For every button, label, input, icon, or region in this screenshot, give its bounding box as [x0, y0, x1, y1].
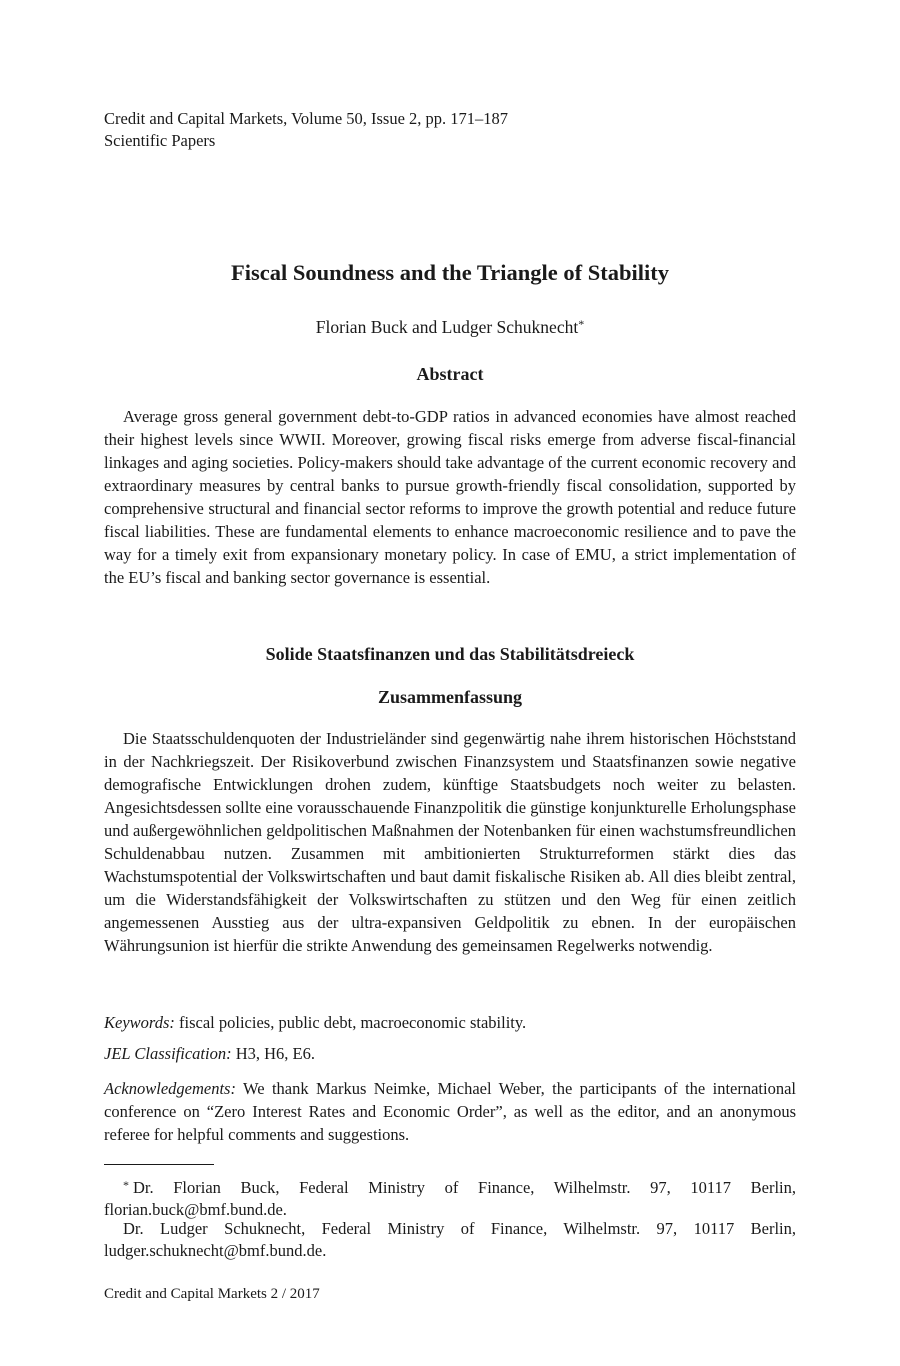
acknowledgements-line — [104, 1077, 796, 1146]
footnote-marker: * — [123, 1178, 129, 1192]
paper-page — [104, 0, 796, 1366]
keywords-text: fiscal policies, public debt, macroeconomic stability. — [179, 1013, 527, 1032]
running-header — [104, 108, 508, 152]
footnote-buck-text: Dr. Florian Buck, Federal Ministry of Finance, Wilhelmstr. 97, 10117 Berlin, florian.buck@bmf.bund.de. — [104, 1178, 796, 1219]
jel-label: JEL Classification: — [104, 1044, 232, 1063]
footnote-schuknecht: Dr. Ludger Schuknecht, Federal Ministry of Finance, Wilhelmstr. 97, 10117 Berlin, ludger.schuknecht@bmf.bund.de. — [104, 1219, 796, 1260]
german-title: Solide Staatsfinanzen und das Stabilitätsdreieck — [265, 644, 635, 664]
keywords-line — [104, 1011, 796, 1034]
german-abstract-heading: Zusammenfassung — [377, 687, 523, 707]
author-names: Florian Buck and Ludger Schuknecht — [315, 317, 579, 337]
paper-title: Fiscal Soundness and the Triangle of Stability — [230, 260, 669, 285]
section-label: Scientific Papers — [104, 131, 216, 150]
running-footer: Credit and Capital Markets 2 / 2017 — [104, 1286, 320, 1302]
acknowledgements-text: We thank Markus Neimke, Michael Weber, the participants of the international conference on “Zero Interest Rates and Economic Order”, as well as the editor, and an anonymous referee for helpful comments and suggestions. — [104, 1079, 796, 1144]
jel-line — [104, 1042, 796, 1065]
abstract-text: Average gross general government debt-to-GDP ratios in advanced economies have almost reached their highest levels since WWII. Moreover, growing fiscal risks emerge from adverse fiscal-financial linkages and aging societies. Policy-makers should take advantage of the current economic recovery and extraordinary measures by central banks to pursue growth-friendly fiscal consolidation, supported by comprehensive structural and financial sector reforms to improve the growth potential and reduce future fiscal liabilities. These are fundamental elements to enhance macroeconomic resilience and to pave the way for a timely exit from expansionary monetary policy. In case of EMU, a strict implementation of the EU’s fiscal and banking sector governance is essential. — [104, 407, 796, 587]
author-footnote-marker: * — [578, 317, 585, 331]
footnote-buck — [104, 1174, 796, 1221]
german-abstract-text: Die Staatsschuldenquoten der Industrieländer sind gegenwärtig nahe ihrem historischen Höchststand in der Nachkriegszeit. Der Risikoverbund zwischen Finanzsystem und Staatsfinanzen sowie negative demografische Entwicklungen drohen zudem, künftige Staatsbudgets noch weiter zu belasten. Angesichtsdessen sollte eine vorausschauende Finanzpolitik die günstige konjunkturelle Erholungsphase und außergewöhnlichen geldpolitischen Maßnahmen der Notenbanken für einen wachstumsfreundlichen Schuldenabbau nutzen. Zusammen mit ambitionierten Strukturreformen stärkt dies das Wachstumspotential der Volkswirtschaften und baut damit fiskalische Risiken ab. All dies bleibt zentral, um die Widerstandsfähigkeit der Volkswirtschaften zu stützen und den Weg für einen zeitlich angemessenen Ausstieg aus der ultra-expansiven Geldpolitik zu ebnen. In der europäischen Währungsunion ist hierfür die strikte Anwendung des gemeinsamen Regelwerks notwendig. — [104, 729, 796, 955]
jel-text: H3, H6, E6. — [235, 1044, 315, 1063]
journal-citation: Credit and Capital Markets, Volume 50, Issue 2, pp. 171–187 — [104, 109, 509, 128]
abstract-heading: Abstract — [416, 364, 484, 384]
keywords-label: Keywords: — [104, 1013, 175, 1032]
footnote-divider — [104, 1164, 214, 1165]
acknowledgements-label: Acknowledgements: — [104, 1079, 236, 1098]
author-line — [104, 312, 796, 339]
